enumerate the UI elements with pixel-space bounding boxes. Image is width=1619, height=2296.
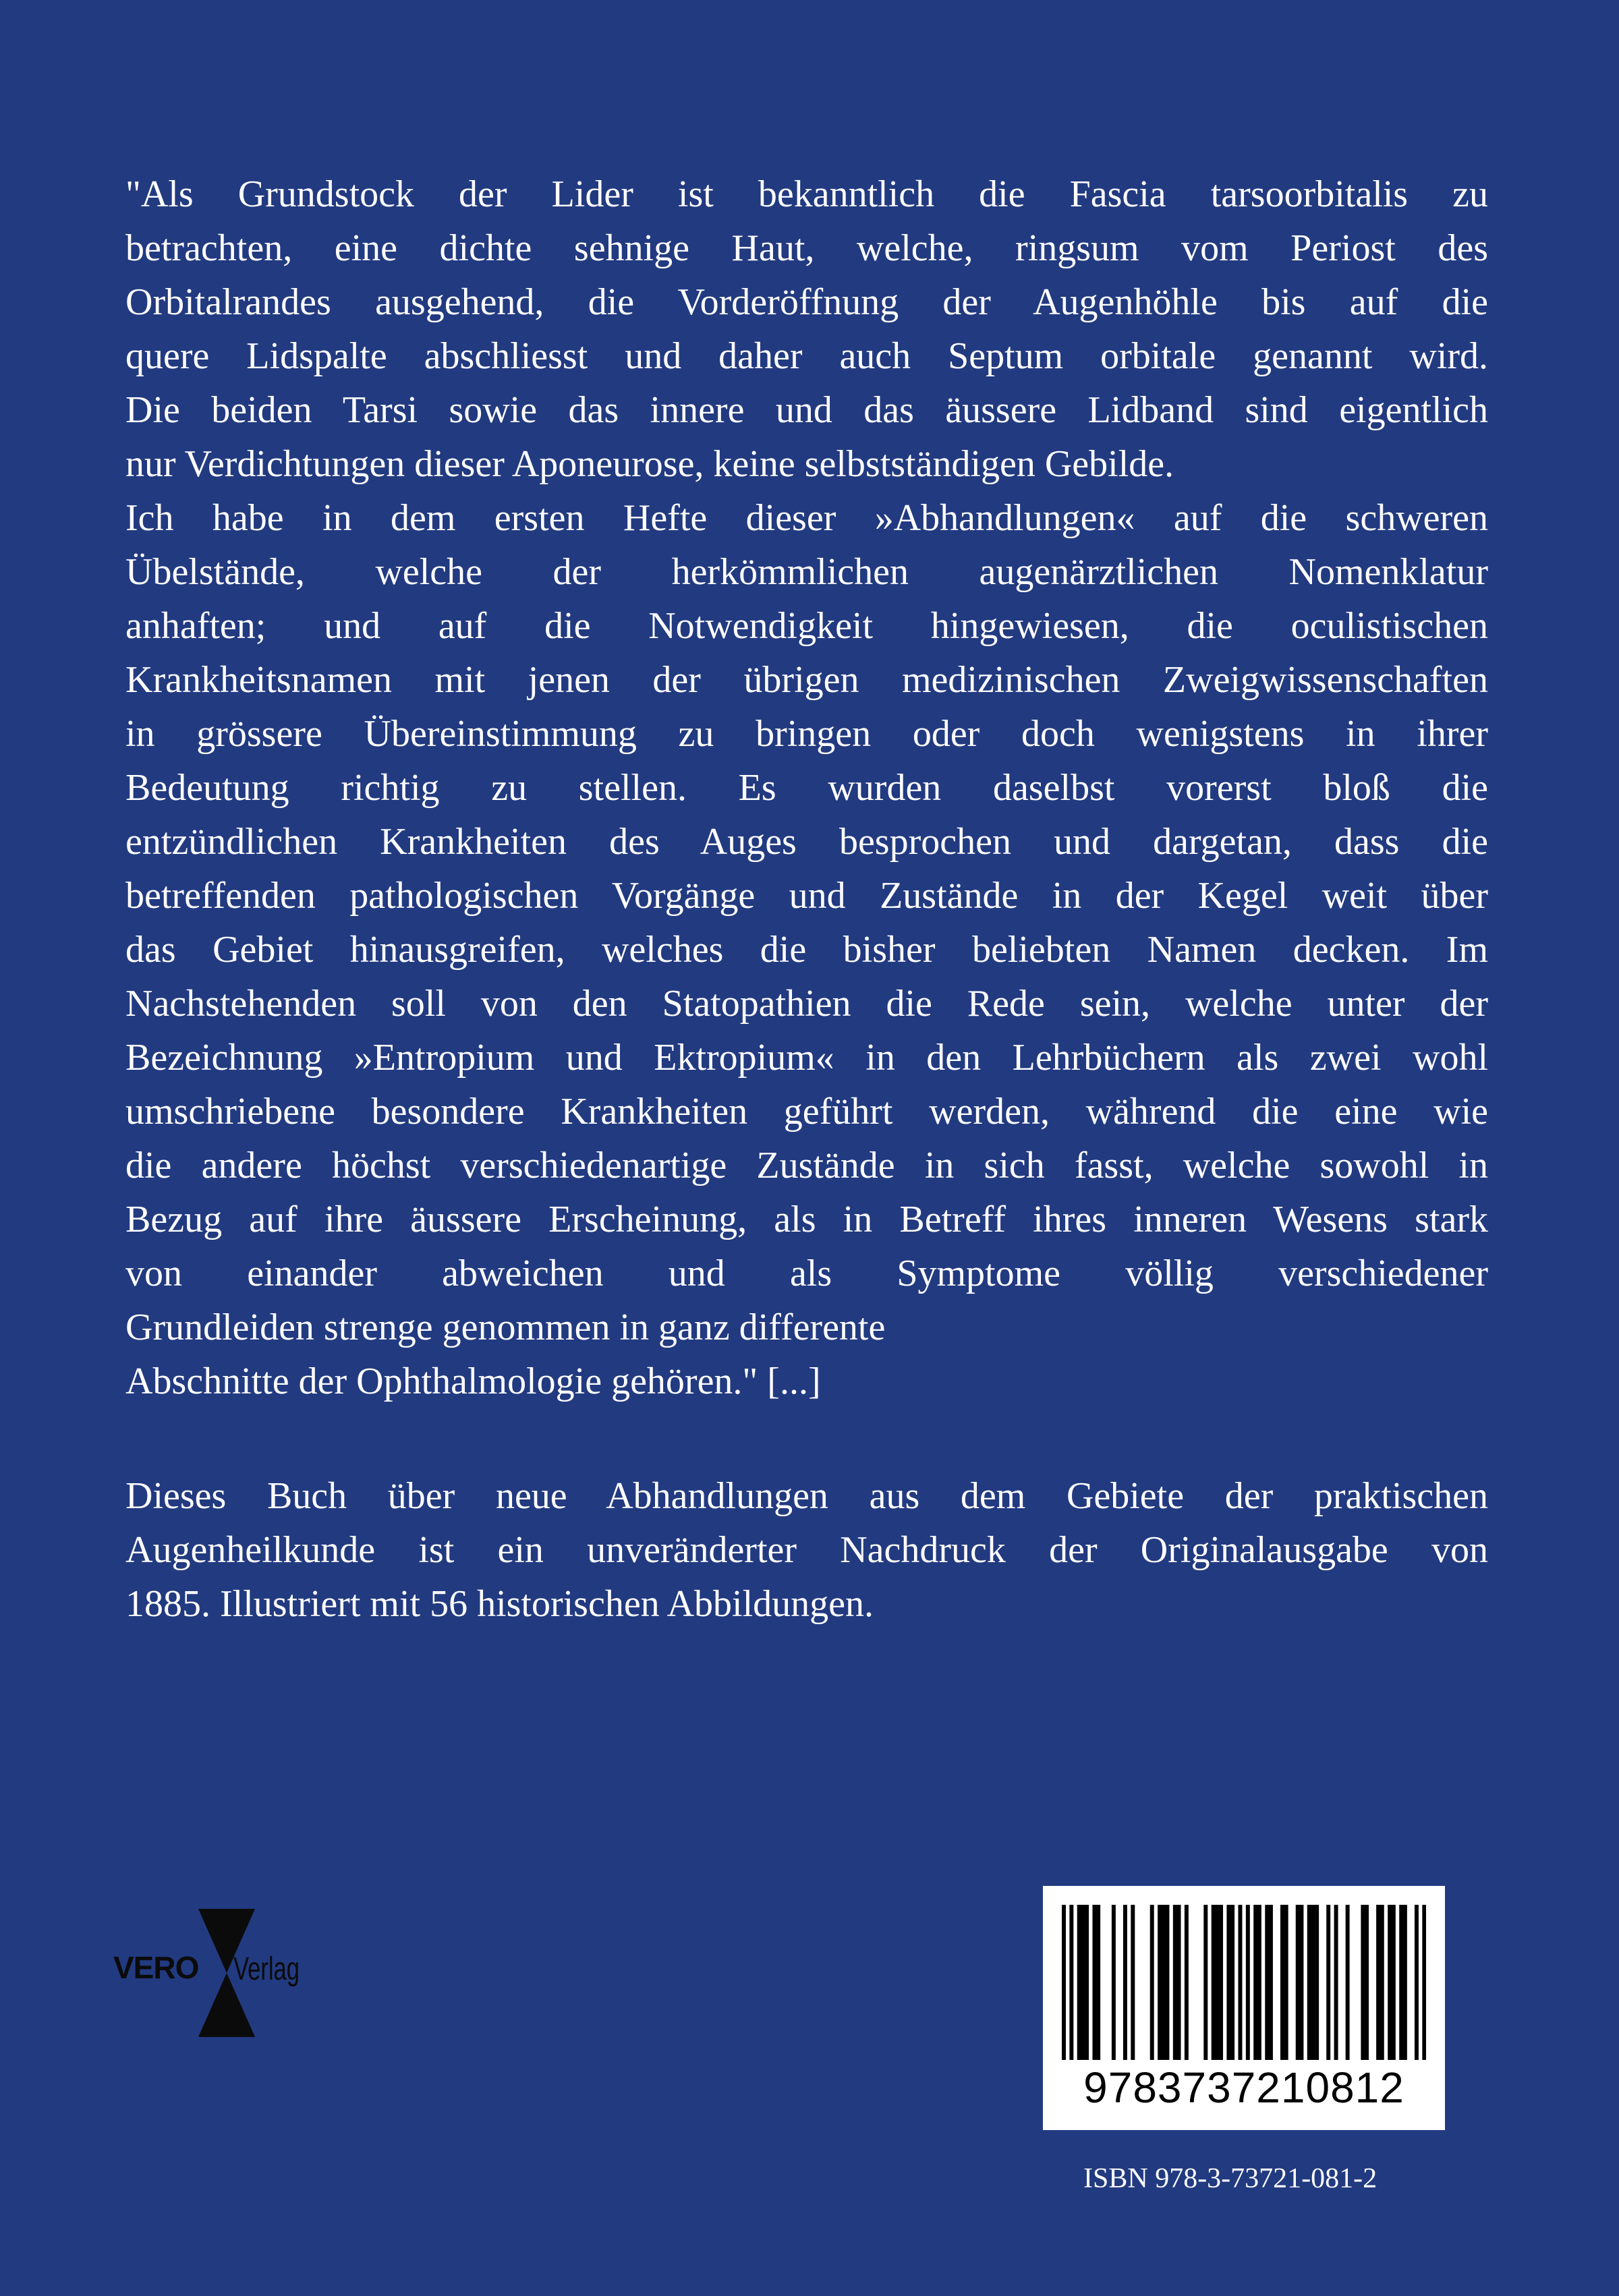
barcode-bar	[1280, 1905, 1284, 2060]
barcode-bar	[1380, 1905, 1384, 2060]
barcode-bar	[1399, 1905, 1403, 2060]
barcode-bar	[1422, 1905, 1426, 2060]
barcode-bar	[1150, 1905, 1154, 2060]
edition-note	[125, 1469, 1488, 1631]
text-line: die andere höchst verschiedenartige Zustände in sich fasst, welche sowohl in	[125, 1145, 1488, 1186]
text-line: Bezeichnung »Entropium und Ektropium« in den Lehrbüchern als zwei wohl	[125, 1037, 1488, 1079]
text-line: Krankheitsnamen mit jenen der übrigen medizinischen Zweigwissenschaften	[125, 659, 1488, 701]
barcode-bar	[1265, 1905, 1269, 2060]
barcode-bar	[1253, 1905, 1257, 2060]
barcode-bar	[1212, 1905, 1216, 2060]
barcode-bar	[1177, 1905, 1181, 2060]
barcode-bar	[1069, 1905, 1073, 2060]
barcode-bar	[1346, 1905, 1350, 2060]
barcode-digits: 9783737210812	[1083, 2063, 1404, 2112]
barcode-bar	[1311, 1905, 1315, 2060]
isbn-label: ISBN 978-3-73721-081-2	[1083, 2163, 1377, 2194]
text-line: Nachstehenden soll von den Statopathien die Rede sein, welche unter der	[125, 983, 1488, 1025]
text-line: in grössere Übereinstimmung zu bringen oder doch wenigstens in ihrer	[125, 713, 1488, 755]
barcode-bar	[1077, 1905, 1081, 2060]
blurb-paragraph-1	[125, 167, 1488, 491]
barcode-bars	[1062, 1905, 1426, 2060]
text-line: Die beiden Tarsi sowie das innere und das äussere Lidband sind eigentlich	[125, 389, 1488, 431]
text-line: "Als Grundstock der Lider ist bekanntlich die Fascia tarsoorbitalis zu	[125, 173, 1488, 215]
barcode-bar	[1226, 1905, 1230, 2060]
logo-verlag-text: Verlag	[233, 1951, 300, 1987]
barcode-bar	[1365, 1905, 1369, 2060]
text-line: Bezug auf ihre äussere Erscheinung, als in Betreff ihres inneren Wesens stark	[125, 1199, 1488, 1240]
barcode-bar	[1246, 1905, 1250, 2060]
text-line: Augenheilkunde ist ein unveränderter Nachdruck der Originalausgabe von	[125, 1529, 1488, 1571]
publisher-logo	[113, 1909, 336, 2037]
barcode-bar	[1203, 1905, 1208, 2060]
text-line: Abschnitte der Ophthalmologie gehören." [...]	[125, 1360, 821, 1402]
text-line: betreffenden pathologischen Vorgänge und Zustände in der Kegel weit über	[125, 875, 1488, 917]
text-line: das Gebiet hinausgreifen, welches die bisher beliebten Namen decken. Im	[125, 929, 1488, 971]
barcode-bar	[1403, 1905, 1407, 2060]
barcode-bar	[1415, 1905, 1419, 2060]
text-line: 1885. Illustriert mit 56 historischen Abbildungen.	[125, 1583, 874, 1625]
barcode-bar	[1085, 1905, 1089, 2060]
barcode-bar	[1219, 1905, 1223, 2060]
text-line: Übelstände, welche der herkömmlichen augenärztlichen Nomenklatur	[125, 551, 1488, 593]
text-line: von einander abweichen und als Symptome völlig verschiedener	[125, 1253, 1488, 1294]
text-line: anhaften; und auf die Notwendigkeit hingewiesen, die oculistischen	[125, 605, 1488, 647]
barcode-bar	[1299, 1905, 1303, 2060]
barcode-bar	[1215, 1905, 1219, 2060]
barcode-bar	[1334, 1905, 1338, 2060]
barcode	[1043, 1886, 1445, 2130]
barcode-bar	[1162, 1905, 1166, 2060]
barcode-bar	[1376, 1905, 1380, 2060]
barcode-bar	[1388, 1905, 1392, 2060]
text-line: umschriebene besondere Krankheiten geführt werden, während die eine wie	[125, 1091, 1488, 1132]
logo-vero-text: VERO	[113, 1950, 199, 1985]
barcode-bar	[1361, 1905, 1365, 2060]
barcode-bar	[1123, 1905, 1127, 2060]
barcode-bar	[1185, 1905, 1189, 2060]
barcode-bar	[1326, 1905, 1330, 2060]
barcode-bar	[1092, 1905, 1096, 2060]
barcode-bar	[1269, 1905, 1273, 2060]
barcode-bar	[1230, 1905, 1234, 2060]
text-line: betrachten, eine dichte sehnige Haut, welche, ringsum vom Periost des	[125, 227, 1488, 269]
text-line: Orbitalrandes ausgehend, die Vorderöffnung der Augenhöhle bis auf die	[125, 281, 1488, 323]
text-line: Grundleiden strenge genommen in ganz differente	[125, 1307, 886, 1348]
barcode-bar	[1392, 1905, 1396, 2060]
text-line: quere Lidspalte abschliesst und daher auch Septum orbitale genannt wird.	[125, 335, 1488, 377]
text-line: Dieses Buch über neue Abhandlungen aus dem Gebiete der praktischen	[125, 1475, 1488, 1517]
barcode-bar	[1315, 1905, 1319, 2060]
barcode-bar	[1081, 1905, 1085, 2060]
text-line: Bedeutung richtig zu stellen. Es wurden daselbst vorerst bloß die	[125, 767, 1488, 809]
text-line: nur Verdichtungen dieser Aponeurose, keine selbstständigen Gebilde.	[125, 443, 1174, 485]
barcode-bar	[1284, 1905, 1288, 2060]
barcode-bar	[1296, 1905, 1300, 2060]
barcode-bar	[1112, 1905, 1116, 2060]
barcode-bar	[1062, 1905, 1066, 2060]
blurb-paragraph-2	[125, 491, 1488, 1408]
barcode-bar	[1131, 1905, 1135, 2060]
barcode-bar	[1307, 1905, 1311, 2060]
barcode-bar	[1173, 1905, 1177, 2060]
text-line: entzündlichen Krankheiten des Auges besprochen und dargetan, dass die	[125, 821, 1488, 863]
barcode-bar	[1165, 1905, 1169, 2060]
barcode-bar	[1096, 1905, 1100, 2060]
barcode-bar	[1238, 1905, 1242, 2060]
text-line: Ich habe in dem ersten Hefte dieser »Abhandlungen« auf die schweren	[125, 497, 1488, 539]
barcode-bar	[1158, 1905, 1162, 2060]
barcode-bar	[1257, 1905, 1261, 2060]
blurb-quote	[125, 167, 1488, 1408]
